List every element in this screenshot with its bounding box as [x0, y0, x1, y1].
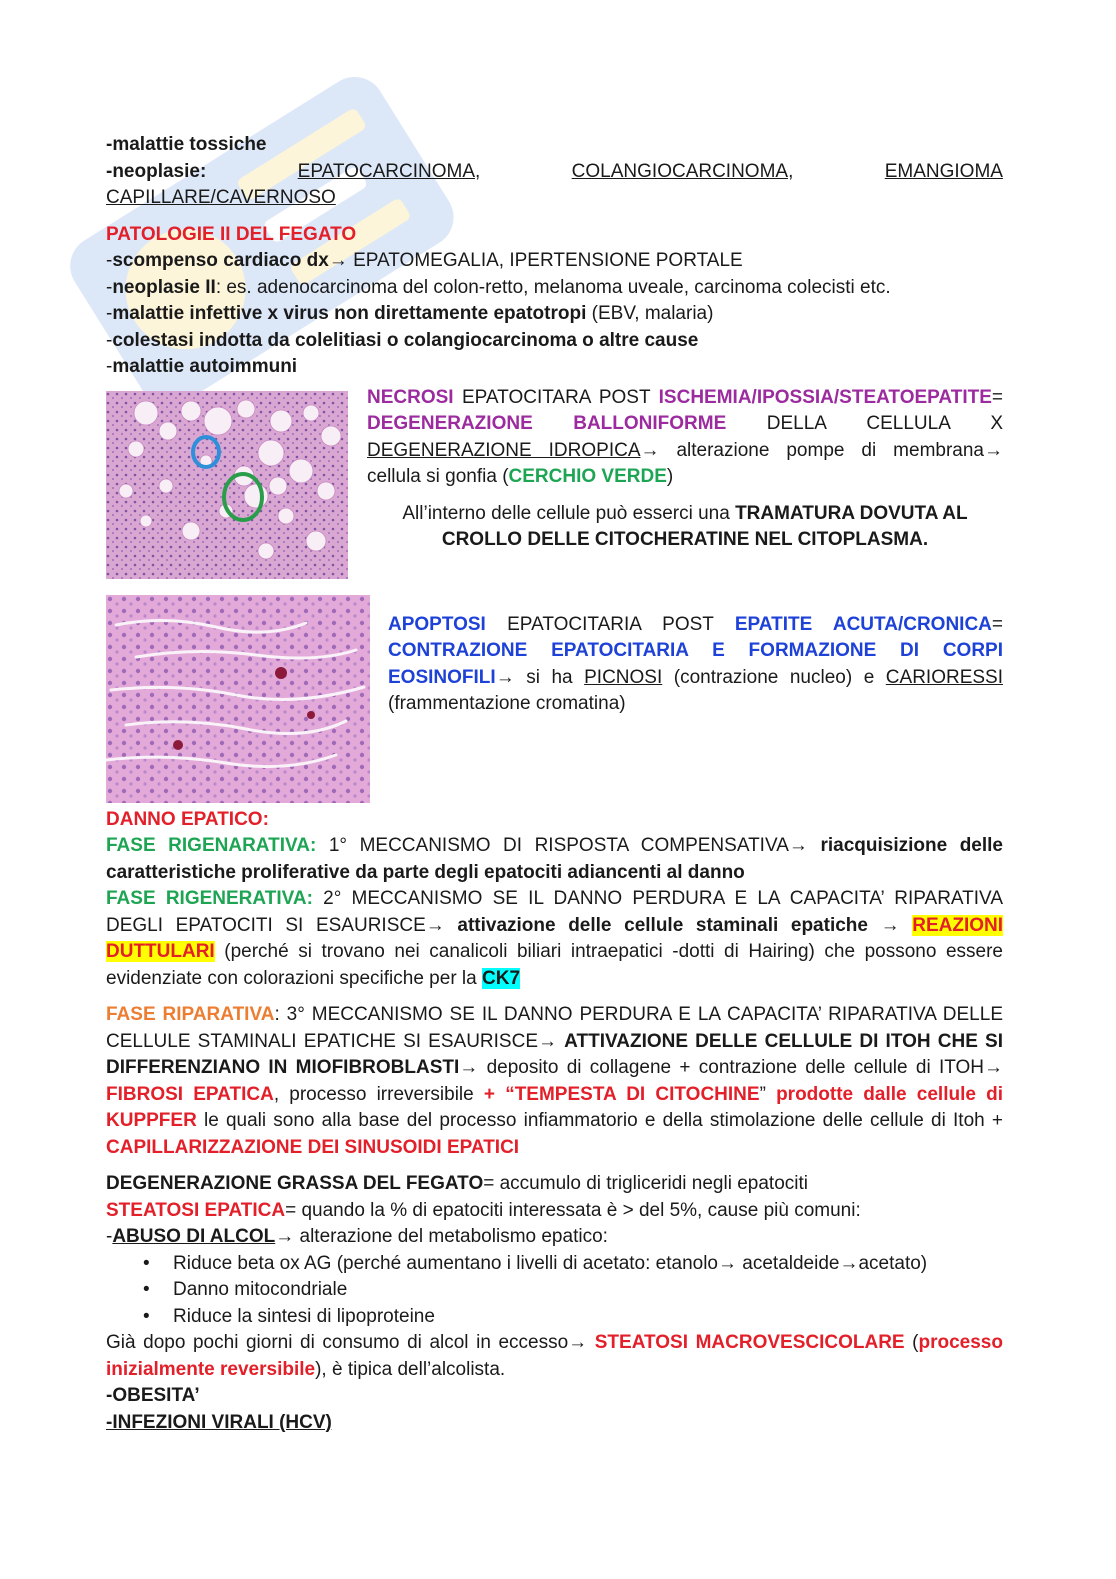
neoplasia-emangioma: EMANGIOMA: [884, 160, 1003, 182]
text: EPATOCITARA POST: [453, 386, 659, 408]
alcol-effects-list: [106, 1251, 1003, 1331]
text: le quali sono alla base del processo infiammatorio e della stimolazione delle cellule di Itoh +: [196, 1110, 1003, 1131]
histology-image-apoptosi: [106, 595, 370, 803]
apoptosi-text: [388, 612, 1003, 718]
text: = accumulo di trigliceridi negli epatociti: [483, 1173, 808, 1194]
patologie-item-1: [106, 248, 1003, 275]
dash: -: [106, 1226, 113, 1247]
text: , processo irreversibile: [273, 1083, 484, 1105]
bold-text: malattie autoimmuni: [112, 356, 298, 377]
text: (frammentazione cromatina): [388, 693, 626, 714]
dash: -: [106, 329, 113, 351]
fibrosi-term: FIBROSI EPATICA: [106, 1083, 274, 1105]
neoplasia-epatocarcinoma: EPATOCARCINOMA,: [297, 160, 481, 182]
list-item: • Danno mitocondriale: [173, 1277, 1003, 1304]
fase-2-paragraph: [106, 886, 1003, 992]
patologie-item-2: [106, 275, 1003, 302]
text: EPATOCITARIA POST: [485, 613, 735, 635]
ballooning-term: DEGENERAZIONE BALLONIFORME: [367, 413, 727, 434]
kuppfer-term: prodotte dalle cellule di KUPPFER: [106, 1083, 1004, 1131]
list-item: • Riduce la sintesi di lipoproteine: [173, 1304, 1003, 1331]
necrosi-section: [106, 386, 1003, 579]
dash: -: [106, 250, 113, 271]
bold-text: riacquisizione delle caratteristiche proliferative da parte degli epatociti adiancenti al danno: [106, 835, 1004, 883]
contrazione-term: CONTRAZIONE EPATOCITARIA E FORMAZIONE DI CORPI EOSINOFILI: [388, 640, 1003, 688]
neoplasia-colangiocarcinoma: COLANGIOCARCINOMA,: [571, 160, 794, 182]
fase-1-paragraph: [106, 833, 1003, 886]
obesita-line: -OBESITA’: [106, 1385, 200, 1406]
text: All’interno delle cellule può esserci una: [402, 502, 736, 524]
bold-text: TRAMATURA DOVUTA AL CROLLO DELLE CITOCHERATINE NEL CITOPLASMA.: [441, 502, 968, 550]
bold-text: neoplasie II: [112, 276, 216, 298]
fase-2-label: FASE RIGENERATIVA:: [106, 888, 313, 909]
text: ”: [759, 1083, 777, 1105]
text: → si ha: [495, 666, 585, 688]
picnosi-term: PICNOSI: [584, 666, 663, 688]
reazioni-duttulari-term: REAZIONI DUTTULARI: [106, 914, 1003, 962]
patologie-item-4: [106, 328, 1003, 355]
neoplasia-capillare: CAPILLARE/CAVERNOSO: [106, 187, 336, 208]
idropica-term: DEGENERAZIONE IDROPICA: [367, 439, 641, 461]
infezioni-virali-line: -INFEZIONI VIRALI (HCV): [106, 1411, 332, 1433]
text: =: [991, 386, 1003, 408]
bold-text: malattie infettive x virus non direttamente epatotropi: [112, 303, 587, 324]
necrosi-paragraph: [367, 385, 1003, 491]
heading-danno-epatico: DANNO EPATICO:: [106, 808, 269, 830]
tempesta-term: + “TEMPESTA DI CITOCHINE: [483, 1083, 760, 1105]
text: (: [904, 1332, 919, 1353]
cerchio-verde-term: CERCHIO VERDE: [508, 466, 667, 487]
reversibile-term: processo inizialmente reversibile: [106, 1332, 1003, 1380]
degenerazione-grassa-line: [106, 1171, 1003, 1198]
abuso-alcol-term: ABUSO DI ALCOL: [112, 1226, 276, 1247]
text: (perché si trovano nei canalicoli biliari intraepatici -dotti di Hairing) che possono essere evidenziate con colorazioni specifiche per la: [106, 941, 1003, 989]
dash: -: [106, 276, 113, 298]
document-page: [106, 132, 1003, 1436]
text: 1° MECCANISMO DI RISPOSTA COMPENSATIVA→: [316, 835, 821, 856]
text: : 3° MECCANISMO SE IL DANNO PERDURA E LA CAPACITA’ RIPARATIVA DELLE CELLULE STAMINALI EPATICHE SI ESAURISCE→: [106, 1004, 1003, 1052]
dash: -: [106, 356, 113, 377]
capillarizzazione-term: CAPILLARIZZAZIONE DEI SINUSOIDI EPATICI: [106, 1136, 520, 1158]
neoplasie-line: [106, 159, 1003, 186]
text: → alterazione pompe di membrana→ cellula si gonfia (: [367, 439, 1003, 487]
bold-text: DEGENERAZIONE GRASSA DEL FEGATO: [106, 1173, 484, 1194]
text: ): [666, 466, 674, 487]
necrosi-term: NECROSI: [367, 386, 454, 408]
heading-patologie-ii: PATOLOGIE II DEL FEGATO: [106, 223, 357, 245]
text: →: [867, 914, 913, 936]
bold-text: scompenso cardiaco dx: [112, 250, 329, 271]
text: =: [991, 613, 1003, 635]
apoptosi-paragraph: [388, 612, 1003, 718]
patologie-item-5: [106, 354, 1003, 381]
apoptosi-section: [106, 595, 1003, 803]
steatosi-term: STEATOSI EPATICA: [106, 1199, 286, 1221]
text: → alterazione del metabolismo epatico:: [275, 1226, 608, 1247]
neoplasie-label: -neoplasie:: [106, 160, 207, 182]
text: ), è tipica dell’alcolista.: [315, 1358, 506, 1380]
text: → EPATOMEGALIA, IPERTENSIONE PORTALE: [328, 250, 743, 271]
carioressi-term: CARIORESSI: [885, 666, 1003, 688]
histology-image-necrosi: [106, 391, 348, 579]
fase-1-label: FASE RIGENARATIVA:: [106, 835, 317, 856]
text: DELLA CELLULA X: [726, 413, 1003, 434]
macrovescicolare-paragraph: [106, 1330, 1003, 1383]
list-item: • Riduce beta ox AG (perché aumentano i livelli di acetato: etanolo→ acetaldeide→acetato): [173, 1251, 1003, 1278]
text: (EBV, malaria): [586, 303, 714, 324]
macrovescicolare-term: STEATOSI MACROVESCICOLARE: [594, 1332, 905, 1353]
bold-text: colestasi indotta da colelitiasi o colangiocarcinoma o altre cause: [112, 329, 699, 351]
fase-3-label: FASE RIPARATIVA: [106, 1004, 275, 1025]
bold-text: attivazione delle cellule staminali epatiche: [457, 914, 868, 936]
text: 2° MECCANISMO SE IL DANNO PERDURA E LA CAPACITA’ RIPARATIVA DEGLI EPATOCITI SI ESAURISCE→: [106, 888, 1003, 936]
text: Già dopo pochi giorni di consumo di alcol in eccesso→: [106, 1332, 595, 1353]
patologie-item-3: [106, 301, 1003, 328]
necrosi-text: [367, 385, 1003, 554]
ck7-term: CK7: [482, 967, 521, 989]
text: → deposito di collagene + contrazione delle cellule di ITOH→: [459, 1057, 1003, 1078]
ischemia-term: ISCHEMIA/IPOSSIA/STEATOEPATITE: [658, 386, 992, 408]
steatosi-epatica-line: [106, 1198, 1003, 1225]
fase-3-paragraph: [106, 1002, 1003, 1161]
bold-text: ATTIVAZIONE DELLE CELLULE DI ITOH CHE SI DIFFERENZIANO IN MIOFIBROBLASTI: [106, 1030, 1003, 1078]
dash: -: [106, 303, 113, 324]
text: = quando la % di epatociti interessata è > del 5%, cause più comuni:: [285, 1199, 861, 1221]
line-malattie-tossiche: -malattie tossiche: [106, 134, 267, 155]
apoptosi-term: APOPTOSI: [388, 613, 486, 635]
text: : es. adenocarcinoma del colon-retto, melanoma uveale, carcinoma colecisti etc.: [215, 276, 891, 298]
text: (contrazione nucleo) e: [662, 666, 886, 688]
abuso-alcol-line: [106, 1224, 1003, 1251]
citocheratine-paragraph: [367, 501, 1003, 554]
epatite-term: EPATITE ACUTA/CRONICA: [734, 613, 992, 635]
